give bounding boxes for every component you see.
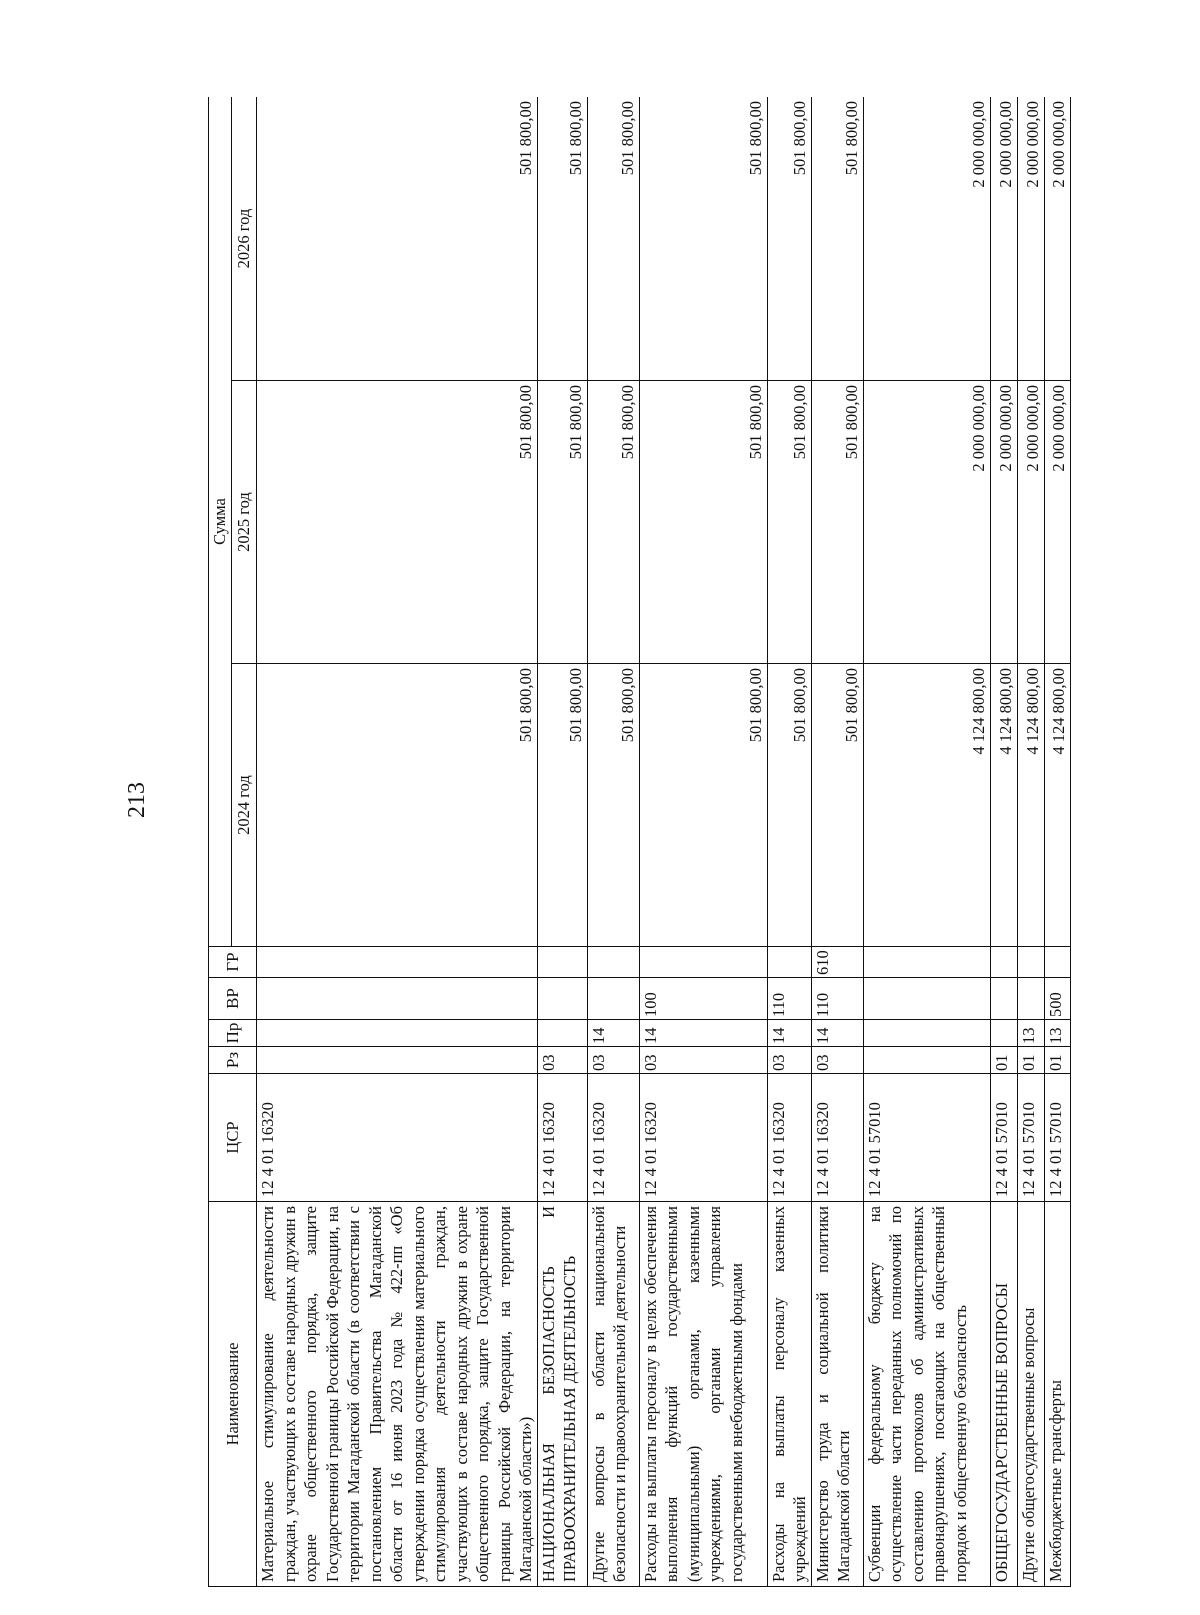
budget-table	[208, 97, 1071, 1587]
row-csr: 12 4 01 57010	[863, 1074, 990, 1202]
row-name: Другие вопросы в области национальной безопасности и правоохранительной деятельности	[587, 1202, 639, 1587]
row-csr: 12 4 01 16320	[257, 1074, 538, 1202]
row-csr: 12 4 01 16320	[639, 1074, 767, 1202]
row-pr	[257, 1020, 538, 1047]
row-sum-2024: 501 800,00	[811, 664, 863, 947]
table-row	[990, 97, 1017, 1587]
header-2024: 2024 год	[232, 664, 257, 947]
row-sum-2024: 4 124 800,00	[1017, 664, 1044, 947]
row-name: Субвенции федеральному бюджету на осуществление части переданных полномочий по составлению протоколов об административных правонарушениях, посягающих на общественный порядок и общественную безопасность	[863, 1202, 990, 1587]
header-csr: ЦСР	[209, 1074, 257, 1202]
row-sum-2025: 501 800,00	[639, 381, 767, 664]
row-rz	[863, 1047, 990, 1074]
row-gr	[990, 947, 1017, 978]
row-name: Расходы на выплаты персоналу казенных учреждений	[767, 1202, 811, 1587]
row-sum-2024: 4 124 800,00	[863, 664, 990, 947]
header-name: Наименование	[209, 1202, 257, 1587]
row-sum-2025: 2 000 000,00	[1044, 381, 1070, 664]
row-vr: 110	[811, 978, 863, 1020]
row-csr: 12 4 01 16320	[767, 1074, 811, 1202]
row-pr: 14	[767, 1020, 811, 1047]
row-gr: 610	[811, 947, 863, 978]
row-vr	[990, 978, 1017, 1020]
table-row	[639, 97, 767, 1587]
row-rz: 03	[639, 1047, 767, 1074]
row-pr	[863, 1020, 990, 1047]
table-row	[257, 97, 538, 1587]
row-rz: 01	[1044, 1047, 1070, 1074]
row-gr	[587, 947, 639, 978]
table-row	[537, 97, 587, 1587]
row-sum-2026: 501 800,00	[587, 97, 639, 381]
row-sum-2024: 501 800,00	[639, 664, 767, 947]
row-pr: 13	[1044, 1020, 1070, 1047]
row-name: Другие общегосударственные вопросы	[1017, 1202, 1044, 1587]
header-vr: ВР	[209, 978, 257, 1020]
row-pr	[537, 1020, 587, 1047]
row-gr	[257, 947, 538, 978]
rotated-page-content	[208, 97, 1098, 1587]
row-rz: 03	[587, 1047, 639, 1074]
table-body	[257, 97, 1071, 1587]
row-gr	[767, 947, 811, 978]
row-vr: 100	[639, 978, 767, 1020]
row-csr: 12 4 01 16320	[811, 1074, 863, 1202]
row-csr: 12 4 01 57010	[990, 1074, 1017, 1202]
row-sum-2025: 501 800,00	[587, 381, 639, 664]
row-csr: 12 4 01 16320	[537, 1074, 587, 1202]
row-rz: 03	[811, 1047, 863, 1074]
table-row	[863, 97, 990, 1587]
row-sum-2025: 501 800,00	[811, 381, 863, 664]
row-gr	[639, 947, 767, 978]
row-sum-2024: 501 800,00	[767, 664, 811, 947]
row-sum-2025: 2 000 000,00	[990, 381, 1017, 664]
row-pr: 14	[811, 1020, 863, 1047]
row-sum-2024: 501 800,00	[587, 664, 639, 947]
row-sum-2025: 2 000 000,00	[863, 381, 990, 664]
row-sum-2026: 501 800,00	[767, 97, 811, 381]
row-sum-2026: 2 000 000,00	[990, 97, 1017, 381]
row-vr	[537, 978, 587, 1020]
header-2025: 2025 год	[232, 381, 257, 664]
row-sum-2026: 501 800,00	[639, 97, 767, 381]
row-rz: 01	[990, 1047, 1017, 1074]
row-gr	[537, 947, 587, 978]
row-name: Расходы на выплаты персоналу в целях обеспечения выполнения функций государственными (муниципальными) органами, казенными учреждениями, органами управления государственными внебюджетными фондами	[639, 1202, 767, 1587]
table-row	[811, 97, 863, 1587]
row-name: Министерство труда и социальной политики Магаданской области	[811, 1202, 863, 1587]
row-gr	[1044, 947, 1070, 978]
table-header	[209, 97, 257, 1587]
row-sum-2025: 2 000 000,00	[1017, 381, 1044, 664]
row-pr: 13	[1017, 1020, 1044, 1047]
row-sum-2026: 501 800,00	[537, 97, 587, 381]
row-gr	[863, 947, 990, 978]
row-name: ОБЩЕГОСУДАРСТВЕННЫЕ ВОПРОСЫ	[990, 1202, 1017, 1587]
row-sum-2026: 501 800,00	[257, 97, 538, 381]
row-sum-2025: 501 800,00	[767, 381, 811, 664]
row-sum-2026: 501 800,00	[811, 97, 863, 381]
row-name: НАЦИОНАЛЬНАЯ БЕЗОПАСНОСТЬ И ПРАВООХРАНИТЕЛЬНАЯ ДЕЯТЕЛЬНОСТЬ	[537, 1202, 587, 1587]
row-name: Межбюджетные трансферты	[1044, 1202, 1070, 1587]
page-number: 213	[123, 782, 150, 818]
row-rz: 03	[767, 1047, 811, 1074]
header-sum: Сумма	[209, 97, 232, 947]
row-sum-2024: 501 800,00	[257, 664, 538, 947]
row-sum-2024: 501 800,00	[537, 664, 587, 947]
header-pr: Пр	[209, 1020, 257, 1047]
row-pr: 14	[639, 1020, 767, 1047]
row-rz: 01	[1017, 1047, 1044, 1074]
row-vr: 500	[1044, 978, 1070, 1020]
row-rz: 03	[537, 1047, 587, 1074]
row-sum-2024: 4 124 800,00	[1044, 664, 1070, 947]
row-rz	[257, 1047, 538, 1074]
row-sum-2024: 4 124 800,00	[990, 664, 1017, 947]
row-sum-2026: 2 000 000,00	[863, 97, 990, 381]
header-gr: ГР	[209, 947, 257, 978]
row-csr: 12 4 01 16320	[587, 1074, 639, 1202]
row-pr: 14	[587, 1020, 639, 1047]
header-rz: Рз	[209, 1047, 257, 1074]
row-sum-2026: 2 000 000,00	[1017, 97, 1044, 381]
row-csr: 12 4 01 57010	[1044, 1074, 1070, 1202]
row-csr: 12 4 01 57010	[1017, 1074, 1044, 1202]
row-vr	[587, 978, 639, 1020]
row-vr	[1017, 978, 1044, 1020]
table-row	[587, 97, 639, 1587]
table-row	[767, 97, 811, 1587]
row-sum-2025: 501 800,00	[537, 381, 587, 664]
row-sum-2025: 501 800,00	[257, 381, 538, 664]
row-pr	[990, 1020, 1017, 1047]
budget-table-area	[208, 97, 1098, 1587]
row-vr: 110	[767, 978, 811, 1020]
header-2026: 2026 год	[232, 97, 257, 381]
row-sum-2026: 2 000 000,00	[1044, 97, 1070, 381]
row-vr	[863, 978, 990, 1020]
table-row	[1044, 97, 1070, 1587]
table-row	[1017, 97, 1044, 1587]
row-vr	[257, 978, 538, 1020]
row-name: Материальное стимулирование деятельности граждан, участвующих в составе народных дружин в охране общественного порядка, защите Государственной границы Российской Федерации, на территории Магаданской области (в соответствии с постановлением Правительства Магаданской области от 16 июня 2023 года № 422-пп «Об утверждении порядка осуществления материального стимулирования деятельности граждан, участвующих в составе народных дружин в охране общественного порядка, защите Государственной границы Российской Федерации, на территории Магаданской области»)	[257, 1202, 538, 1587]
row-gr	[1017, 947, 1044, 978]
